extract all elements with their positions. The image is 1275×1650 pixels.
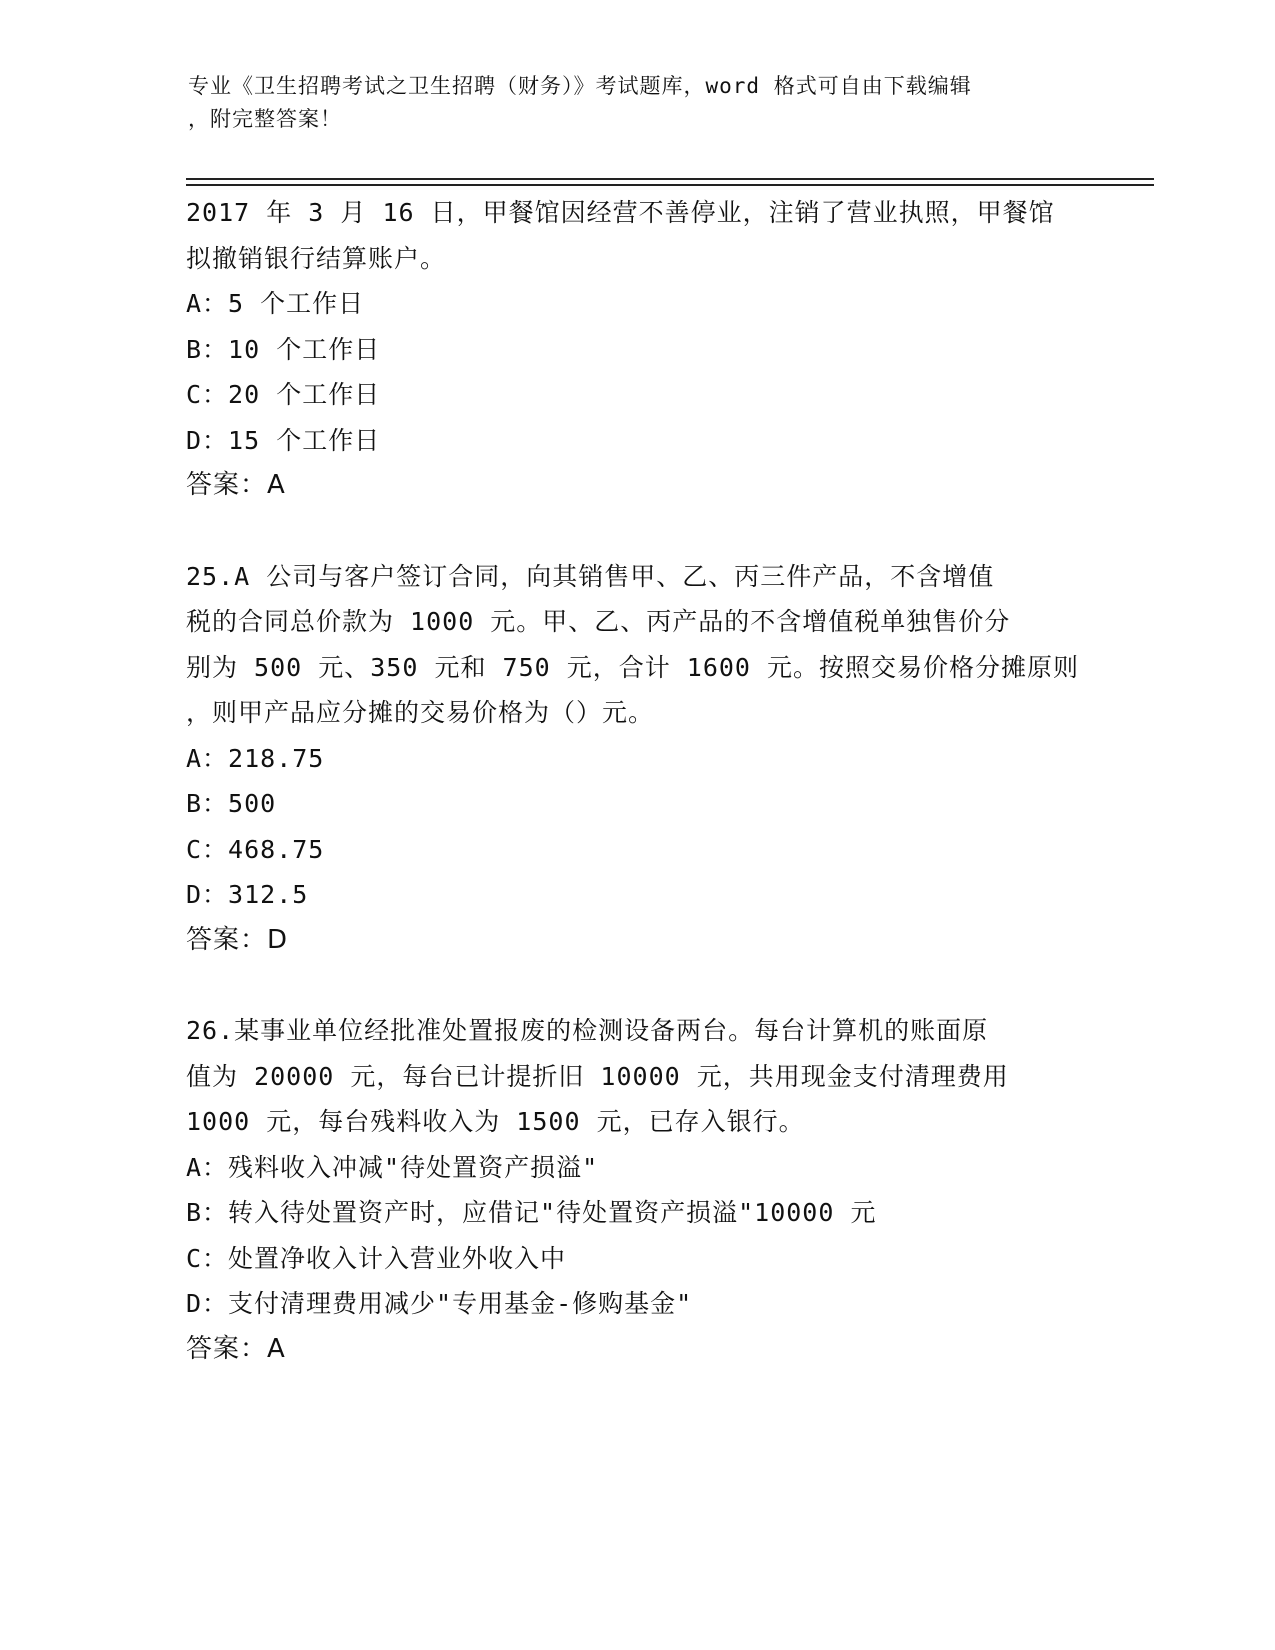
answer-line: 答案：A: [186, 1333, 286, 1364]
option-b: B：转入待处置资产时，应借记"待处置资产损溢"10000 元: [186, 1198, 877, 1227]
answer-line: 答案：D: [186, 924, 289, 955]
answer-line: 答案：A: [186, 470, 286, 500]
header-rule-top: [186, 178, 1154, 180]
option-c: C：处置净收入计入营业外收入中: [186, 1243, 567, 1273]
question-text-line: 25.A 公司与客户签订合同，向其销售甲、乙、丙三件产品，不含增值: [186, 561, 995, 591]
question-24: [186, 190, 1086, 509]
option-b: B：500: [186, 789, 277, 818]
question-text-line: 2017 年 3 月 16 日，甲餐馆因经营不善停业，注销了营业执照，甲餐馆: [186, 198, 1055, 227]
question-text-line: 1000 元，每台残料收入为 1500 元，已存入银行。: [186, 1107, 805, 1136]
option-d: D：312.5: [186, 880, 309, 909]
header-line-1: 专业《卫生招聘考试之卫生招聘（财务）》考试题库，word 格式可自由下载编辑: [188, 74, 972, 98]
option-a: A：218.75: [186, 743, 325, 773]
question-text-line: 拟撤销银行结算账户。: [186, 243, 447, 273]
question-25: [186, 554, 1086, 964]
question-text-line: 税的合同总价款为 1000 元。甲、乙、丙产品的不含增值税单独售价分: [186, 607, 1011, 636]
question-text-line: 26.某事业单位经批准处置报废的检测设备两台。每台计算机的账面原: [186, 1016, 989, 1045]
option-d: D：15 个工作日: [186, 425, 381, 455]
question-26: [186, 1008, 1086, 1372]
header-line-2: ，附完整答案！: [188, 107, 342, 131]
option-a: A：残料收入冲减"待处置资产损溢": [186, 1152, 599, 1182]
question-list: [186, 190, 1086, 1417]
question-text-line: 别为 500 元、350 元和 750 元，合计 1600 元。按照交易价格分摊原则: [186, 652, 1080, 682]
document-header: [188, 70, 1068, 136]
header-rule-bottom: [186, 184, 1154, 186]
option-c: C：20 个工作日: [186, 380, 381, 409]
option-c: C：468.75: [186, 834, 325, 864]
question-text-line: ，则甲产品应分摊的交易价格为（）元。: [186, 698, 655, 727]
option-a: A：5 个工作日: [186, 289, 365, 318]
option-d: D：支付清理费用减少"专用基金-修购基金": [186, 1289, 693, 1318]
option-b: B：10 个工作日: [186, 334, 381, 364]
question-text-line: 值为 20000 元，每台已计提折旧 10000 元，共用现金支付清理费用: [186, 1061, 1009, 1091]
